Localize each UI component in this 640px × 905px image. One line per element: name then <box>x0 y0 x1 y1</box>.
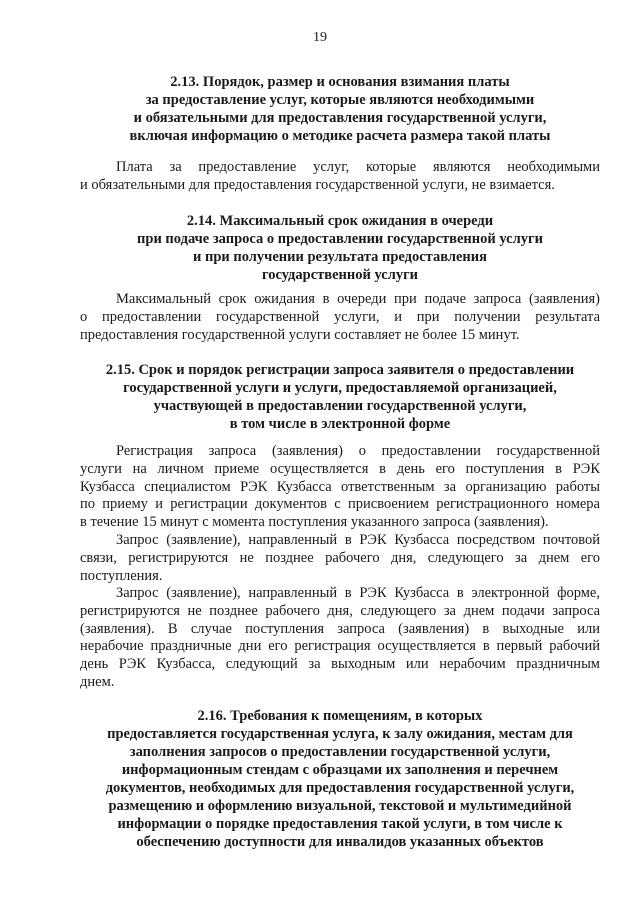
paragraph-line: (заявления). В случае поступления запроса (заявления) в выходные или <box>80 620 600 637</box>
paragraph-line: Регистрация запроса (заявления) о предоставлении государственной <box>116 443 600 459</box>
heading-line: 2.16. Требования к помещениям, в которых <box>197 708 483 724</box>
paragraph-line: нерабочие праздничные дни его регистрация осуществляется в первый рабочий <box>80 638 600 655</box>
heading-line: государственной услуги <box>261 267 419 283</box>
section-2-15-paragraph-1 <box>80 443 600 532</box>
heading-line: информационным стендам с образцами их заполнения и перечнем <box>121 762 559 778</box>
heading-line: государственной услуги и услуги, предоставляемой организацией, <box>123 380 557 396</box>
paragraph-line: день РЭК Кузбасса, следующий за выходным или нерабочим праздничным <box>80 656 600 673</box>
heading-line: при подаче запроса о предоставлении государственной услуги <box>137 231 543 247</box>
section-2-16-heading <box>80 707 600 851</box>
section-2-14-heading <box>80 212 600 284</box>
section-2-13-heading <box>80 73 600 145</box>
heading-line: участвующей в предоставлении государственной услуги, <box>153 398 527 414</box>
section-2-15-paragraph-3 <box>80 585 600 692</box>
paragraph-line: по приему и регистрации документов с присвоением регистрационного номера <box>80 496 600 513</box>
heading-line: размещению и оформлению визуальной, текстовой и мультимедийной <box>108 798 572 814</box>
section-2-15-paragraph-2 <box>80 532 600 585</box>
paragraph-line: Плата за предоставление услуг, которые являются необходимыми <box>116 159 600 175</box>
paragraph-line: днем. <box>80 673 115 690</box>
heading-line: предоставляется государственная услуга, к залу ожидания, местам для <box>107 726 573 742</box>
paragraph-line: регистрируются не позднее рабочего дня, следующего за днем подачи запроса <box>80 602 600 619</box>
heading-line: заполнения запросов о предоставлении государственной услуги, <box>129 744 551 760</box>
section-2-15-heading <box>80 361 600 433</box>
paragraph-line: услуги на личном приеме осуществляется в день его поступления в РЭК <box>80 460 600 477</box>
paragraph-line: связи, регистрируются не позднее рабочего дня, следующего за днем его <box>80 549 600 566</box>
paragraph-line: Запрос (заявление), направленный в РЭК Кузбасса посредством почтовой <box>116 532 600 548</box>
heading-line: 2.14. Максимальный срок ожидания в очереди <box>186 213 494 229</box>
section-2-14-paragraph <box>80 291 600 344</box>
heading-line: документов, необходимых для предоставления государственной услуги, <box>105 780 575 796</box>
heading-line: и при получении результата предоставления <box>193 249 487 265</box>
heading-line: 2.15. Срок и порядок регистрации запроса заявителя о предоставлении <box>105 362 575 378</box>
paragraph-line: поступления. <box>80 567 163 584</box>
heading-line: за предоставление услуг, которые являются необходимыми <box>145 92 535 108</box>
paragraph-line: и обязательными для предоставления государственной услуги, не взимается. <box>80 176 555 193</box>
page-number: 19 <box>313 30 327 45</box>
paragraph-line: Максимальный срок ожидания в очереди при подаче запроса (заявления) <box>116 291 600 307</box>
heading-line: 2.13. Порядок, размер и основания взимания платы <box>170 74 510 90</box>
section-2-13-paragraph <box>80 159 600 195</box>
heading-line: обеспечению доступности для инвалидов указанных объектов <box>136 834 544 850</box>
paragraph-line: Запрос (заявление), направленный в РЭК Кузбасса в электронной форме, <box>116 585 600 601</box>
paragraph-line: о предоставлении государственной услуги, и при получении результата <box>80 308 600 325</box>
heading-line: и обязательными для предоставления государственной услуги, <box>133 110 547 126</box>
paragraph-line: Кузбасса специалистом РЭК Кузбасса ответственным за организацию работы <box>80 478 600 495</box>
paragraph-line: предоставления государственной услуги составляет не более 15 минут. <box>80 326 520 343</box>
paragraph-line: в течение 15 минут с момента поступления указанного запроса (заявления). <box>80 514 549 531</box>
heading-line: информации о порядке предоставления такой услуги, в том числе к <box>117 816 563 832</box>
heading-line: включая информацию о методике расчета размера такой платы <box>129 128 551 144</box>
heading-line: в том числе в электронной форме <box>229 416 451 432</box>
